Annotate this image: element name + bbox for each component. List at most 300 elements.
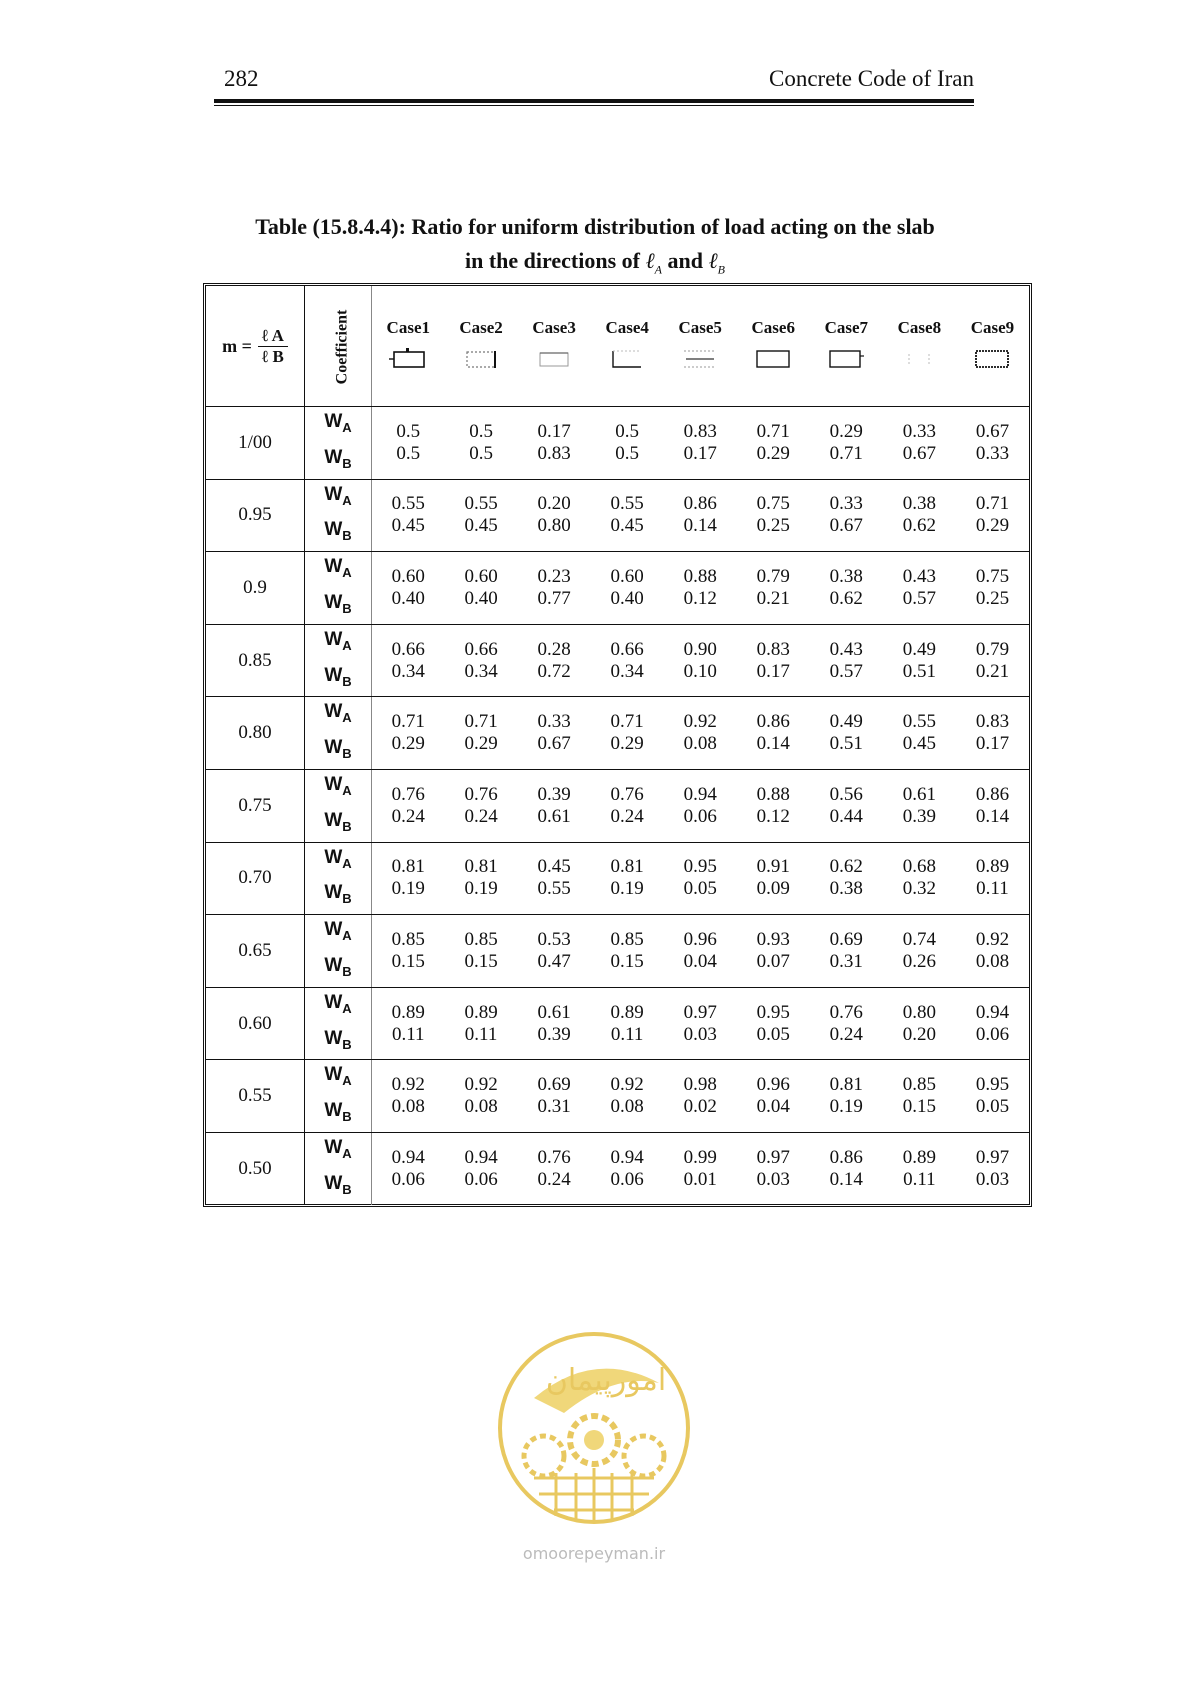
wb-value: 0.08 xyxy=(610,1096,644,1118)
coefficient-cell xyxy=(810,479,883,552)
coefficient-cell xyxy=(737,552,810,625)
wb-value: 0.45 xyxy=(391,515,425,537)
coefficient-cell xyxy=(956,479,1029,552)
wb-value: 0.11 xyxy=(392,1023,425,1045)
coefficient-cell xyxy=(445,697,518,770)
wb-value: 0.21 xyxy=(756,587,790,609)
wa-value: 0.5 xyxy=(469,420,493,442)
case-header-content xyxy=(372,318,445,375)
wb-value: 0.19 xyxy=(610,878,644,900)
wb-value: 0.5 xyxy=(469,442,493,464)
wb-value: 0.17 xyxy=(756,660,790,682)
wb-value: 0.34 xyxy=(464,660,498,682)
coefficient-cell xyxy=(445,1132,518,1204)
wa-value: 0.95 xyxy=(975,1074,1010,1096)
coefficient-cell xyxy=(445,407,518,480)
caption-line-2 xyxy=(160,244,1030,286)
coefficient-table xyxy=(206,286,1029,1205)
wa-symbol xyxy=(305,843,371,879)
wa-value: 0.85 xyxy=(902,1074,936,1096)
wb-value: 0.34 xyxy=(610,660,644,682)
wb-subscript: B xyxy=(342,1181,352,1197)
coefficient-cell xyxy=(591,842,664,915)
wb-subscript: B xyxy=(342,818,352,834)
m-ratio-cell xyxy=(206,552,305,625)
wa-value: 0.80 xyxy=(902,1001,936,1023)
coefficient-cell xyxy=(956,1060,1029,1133)
m-label: m = xyxy=(222,335,252,356)
coefficient-cell xyxy=(956,842,1029,915)
wb-value: 0.02 xyxy=(683,1096,717,1118)
case-header-8 xyxy=(883,286,956,407)
coefficient-cell xyxy=(737,769,810,842)
wb-value: 0.57 xyxy=(902,587,936,609)
wb-value: 0.40 xyxy=(610,587,644,609)
wa-subscript: A xyxy=(342,927,352,943)
wb-letter: W xyxy=(324,446,343,468)
wa-subscript: A xyxy=(342,492,352,508)
coefficient-cell xyxy=(591,1132,664,1204)
wb-subscript: B xyxy=(342,600,352,616)
wa-value: 0.81 xyxy=(464,856,498,878)
wb-value: 0.5 xyxy=(615,442,640,464)
wb-symbol xyxy=(305,733,371,769)
wa-subscript: A xyxy=(342,1073,352,1089)
coefficient-cell xyxy=(883,1060,956,1133)
wb-value: 0.04 xyxy=(756,1096,790,1118)
wa-value: 0.96 xyxy=(683,928,717,950)
wa-value: 0.69 xyxy=(537,1074,571,1096)
wa-value: 0.66 xyxy=(464,638,498,660)
wb-letter: W xyxy=(324,882,343,904)
coefficient-cell xyxy=(591,915,664,988)
wa-value: 0.97 xyxy=(975,1146,1010,1168)
coefficient-cell xyxy=(591,407,664,480)
wb-value: 0.15 xyxy=(464,950,498,972)
m-fraction xyxy=(258,326,288,367)
coefficient-cell xyxy=(956,697,1029,770)
case-label: Case1 xyxy=(386,317,430,337)
wb-value: 0.04 xyxy=(683,950,717,972)
ell-sub-b: B xyxy=(717,262,725,277)
slab-support-icon xyxy=(972,348,1012,375)
case-header-1 xyxy=(372,286,445,407)
header-rule-thin xyxy=(214,105,974,106)
wb-value: 0.67 xyxy=(902,442,936,464)
m-ratio-cell xyxy=(206,479,305,552)
coefficient-cell xyxy=(445,479,518,552)
wa-value: 0.55 xyxy=(464,493,498,515)
wb-value: 0.14 xyxy=(975,805,1010,827)
wb-value: 0.24 xyxy=(829,1023,863,1045)
wb-value: 0.11 xyxy=(464,1023,498,1045)
wb-value: 0.38 xyxy=(829,878,863,900)
coefficient-cell xyxy=(372,842,445,915)
coefficient-cell xyxy=(664,407,737,480)
wa-value: 0.92 xyxy=(391,1074,425,1096)
coefficient-cell xyxy=(956,1132,1029,1204)
wb-value: 0.11 xyxy=(976,878,1009,900)
wb-value: 0.06 xyxy=(391,1168,425,1190)
wa-value: 0.62 xyxy=(829,856,863,878)
coefficient-cell xyxy=(810,842,883,915)
coefficient-cell xyxy=(372,987,445,1060)
wa-value: 0.71 xyxy=(610,711,644,733)
wa-letter: W xyxy=(324,846,343,868)
table-row xyxy=(206,697,1029,770)
wa-symbol xyxy=(305,915,371,951)
m-ratio-cell xyxy=(206,987,305,1060)
table-row xyxy=(206,1132,1029,1204)
table-row xyxy=(206,987,1029,1060)
coefficient-cell xyxy=(956,915,1029,988)
coefficient-cell xyxy=(372,769,445,842)
wb-symbol xyxy=(305,878,371,914)
m-ratio-cell xyxy=(206,1132,305,1204)
wa-value: 0.92 xyxy=(975,928,1010,950)
coefficient-cell xyxy=(591,624,664,697)
m-ratio-value: 0.55 xyxy=(238,1085,272,1107)
wb-value: 0.03 xyxy=(975,1168,1010,1190)
coefficient-cell xyxy=(883,769,956,842)
wb-symbol xyxy=(305,661,371,697)
wa-value: 0.69 xyxy=(829,928,863,950)
wa-symbol xyxy=(305,697,371,733)
wa-subscript: A xyxy=(342,855,352,871)
coefficient-cell xyxy=(737,697,810,770)
wb-value: 0.15 xyxy=(902,1096,936,1118)
wb-value: 0.62 xyxy=(829,587,863,609)
wa-value: 0.60 xyxy=(464,565,498,587)
wb-symbol xyxy=(305,806,371,842)
wa-value: 0.67 xyxy=(975,420,1010,442)
wb-value: 0.10 xyxy=(683,660,717,682)
wb-value: 0.51 xyxy=(829,733,863,755)
wa-value: 0.83 xyxy=(756,638,790,660)
coefficient-cell xyxy=(372,479,445,552)
table-header-row xyxy=(206,286,1029,407)
wb-value: 0.67 xyxy=(537,733,571,755)
m-ratio-cell xyxy=(206,769,305,842)
coefficient-cell xyxy=(810,624,883,697)
wb-value: 0.62 xyxy=(902,515,936,537)
wa-value: 0.60 xyxy=(391,565,425,587)
m-ratio-value: 0.70 xyxy=(238,867,272,889)
wb-value: 0.08 xyxy=(391,1096,425,1118)
coefficient-cell xyxy=(518,769,591,842)
wa-value: 0.61 xyxy=(902,783,936,805)
coefficient-cell xyxy=(737,624,810,697)
coefficient-cell xyxy=(737,407,810,480)
coefficient-cell xyxy=(883,624,956,697)
wb-subscript: B xyxy=(342,963,352,979)
coefficient-cell xyxy=(445,552,518,625)
case-label: Case7 xyxy=(824,317,869,337)
wa-letter: W xyxy=(324,1064,343,1086)
watermark-logo xyxy=(494,1328,694,1584)
wb-value: 0.11 xyxy=(610,1023,644,1045)
wb-subscript: B xyxy=(342,455,352,471)
wa-value: 0.68 xyxy=(902,856,936,878)
wb-value: 0.08 xyxy=(975,950,1010,972)
wa-value: 0.85 xyxy=(391,928,425,950)
wb-value: 0.29 xyxy=(464,733,498,755)
wa-value: 0.75 xyxy=(756,493,790,515)
case-label: Case5 xyxy=(678,317,722,337)
wb-value: 0.39 xyxy=(537,1023,571,1045)
coefficient-symbols xyxy=(305,624,372,697)
wa-symbol xyxy=(305,988,371,1024)
case-header-content xyxy=(883,318,956,375)
table-row xyxy=(206,769,1029,842)
wb-value: 0.5 xyxy=(396,442,421,464)
wb-value: 0.45 xyxy=(464,515,498,537)
wa-value: 0.79 xyxy=(975,638,1010,660)
case-header-content xyxy=(445,318,518,375)
wa-value: 0.86 xyxy=(975,783,1010,805)
wa-value: 0.29 xyxy=(829,420,863,442)
wa-value: 0.86 xyxy=(683,493,717,515)
wb-value: 0.03 xyxy=(683,1023,717,1045)
coefficient-symbols xyxy=(305,987,372,1060)
wa-value: 0.55 xyxy=(391,493,425,515)
coefficient-cell xyxy=(956,552,1029,625)
wb-subscript: B xyxy=(342,1108,352,1124)
wb-value: 0.15 xyxy=(391,950,425,972)
coefficient-cell xyxy=(664,552,737,625)
caption-and: and xyxy=(667,248,703,273)
wa-value: 0.71 xyxy=(756,420,790,442)
case-header-content xyxy=(810,318,883,375)
case-header-content xyxy=(518,318,591,375)
fraction-numerator: ℓ A xyxy=(258,326,288,347)
header-rule xyxy=(214,99,974,103)
svg-text:امورپیمان: امورپیمان xyxy=(545,1363,667,1398)
wa-value: 0.74 xyxy=(902,928,936,950)
coefficient-cell xyxy=(372,552,445,625)
coefficient-cell xyxy=(883,987,956,1060)
coefficient-cell xyxy=(372,407,445,480)
coefficient-cell xyxy=(810,769,883,842)
coefficient-cell xyxy=(737,1060,810,1133)
wa-value: 0.94 xyxy=(391,1146,425,1168)
wa-value: 0.71 xyxy=(975,493,1010,515)
wb-value: 0.40 xyxy=(391,587,425,609)
wb-value: 0.29 xyxy=(756,442,790,464)
table-row xyxy=(206,842,1029,915)
coefficient-cell xyxy=(737,842,810,915)
wb-value: 0.17 xyxy=(975,733,1010,755)
coefficient-cell xyxy=(810,697,883,770)
wa-value: 0.61 xyxy=(537,1001,571,1023)
wb-value: 0.29 xyxy=(975,515,1010,537)
wb-value: 0.57 xyxy=(829,660,863,682)
wb-value: 0.07 xyxy=(756,950,790,972)
wb-value: 0.72 xyxy=(537,660,571,682)
m-ratio-cell xyxy=(206,407,305,480)
case-label: Case3 xyxy=(532,317,576,337)
coefficient-cell xyxy=(664,915,737,988)
coefficient-cell xyxy=(518,915,591,988)
wb-letter: W xyxy=(324,954,343,976)
wb-value: 0.05 xyxy=(756,1023,790,1045)
case-header-content xyxy=(737,318,810,375)
wb-value: 0.77 xyxy=(537,587,571,609)
coefficient-cell xyxy=(956,624,1029,697)
case-header-6 xyxy=(737,286,810,407)
slab-support-icon xyxy=(680,348,720,375)
wa-value: 0.99 xyxy=(683,1146,717,1168)
wb-value: 0.24 xyxy=(391,805,425,827)
wa-value: 0.91 xyxy=(756,856,790,878)
wa-subscript: A xyxy=(342,710,352,726)
wa-value: 0.55 xyxy=(902,711,936,733)
wb-value: 0.12 xyxy=(683,587,717,609)
case-label: Case8 xyxy=(897,317,942,337)
table-row xyxy=(206,479,1029,552)
wa-value: 0.89 xyxy=(902,1146,936,1168)
case-header-content xyxy=(956,318,1029,375)
wa-value: 0.49 xyxy=(902,638,936,660)
coefficient-cell xyxy=(883,915,956,988)
wa-symbol xyxy=(305,1133,371,1169)
m-ratio-cell xyxy=(206,915,305,988)
coefficient-cell xyxy=(664,842,737,915)
wa-value: 0.89 xyxy=(464,1001,498,1023)
wa-value: 0.92 xyxy=(683,711,717,733)
coefficient-cell xyxy=(737,987,810,1060)
table-caption xyxy=(160,210,1030,286)
wb-value: 0.55 xyxy=(537,878,571,900)
wa-subscript: A xyxy=(342,782,352,798)
coefficient-cell xyxy=(518,987,591,1060)
table-row xyxy=(206,552,1029,625)
wb-value: 0.14 xyxy=(683,515,717,537)
wb-value: 0.47 xyxy=(537,950,571,972)
wb-symbol xyxy=(305,1169,371,1205)
wa-value: 0.76 xyxy=(829,1001,863,1023)
coefficient-cell xyxy=(372,624,445,697)
coefficient-cell xyxy=(518,479,591,552)
coefficient-cell xyxy=(810,552,883,625)
wa-subscript: A xyxy=(342,419,352,435)
coefficient-cell xyxy=(445,987,518,1060)
coefficient-cell xyxy=(664,987,737,1060)
wb-value: 0.45 xyxy=(610,515,644,537)
ell-symbol-a: ℓ xyxy=(645,248,655,273)
wb-symbol xyxy=(305,443,371,479)
coefficient-table-frame xyxy=(203,283,1032,1207)
wa-value: 0.33 xyxy=(902,420,936,442)
wa-value: 0.90 xyxy=(683,638,717,660)
case-header-content xyxy=(664,318,737,375)
coefficient-cell xyxy=(518,1060,591,1133)
wa-letter: W xyxy=(324,773,343,795)
wb-value: 0.25 xyxy=(756,515,790,537)
wa-value: 0.92 xyxy=(464,1074,498,1096)
caption-prefix: in the directions of xyxy=(465,248,640,273)
coefficient-cell xyxy=(664,624,737,697)
wa-letter: W xyxy=(324,1136,343,1158)
wa-value: 0.85 xyxy=(464,928,498,950)
wb-letter: W xyxy=(324,1027,343,1049)
wb-value: 0.11 xyxy=(903,1168,936,1190)
wa-value: 0.98 xyxy=(683,1074,717,1096)
wa-subscript: A xyxy=(342,1000,352,1016)
wa-letter: W xyxy=(324,483,343,505)
coefficient-cell xyxy=(372,1060,445,1133)
wb-letter: W xyxy=(324,664,343,686)
wa-value: 0.88 xyxy=(683,565,717,587)
wa-value: 0.94 xyxy=(610,1146,644,1168)
wa-symbol xyxy=(305,1060,371,1096)
coefficient-cell xyxy=(737,479,810,552)
coefficient-cell xyxy=(445,915,518,988)
slab-support-icon xyxy=(607,348,647,375)
coefficient-cell xyxy=(883,552,956,625)
wa-value: 0.71 xyxy=(464,711,498,733)
wa-value: 0.89 xyxy=(975,856,1010,878)
wa-symbol xyxy=(305,770,371,806)
coefficient-cell xyxy=(737,1132,810,1204)
wb-value: 0.15 xyxy=(610,950,644,972)
coefficient-cell xyxy=(518,552,591,625)
wa-value: 0.75 xyxy=(975,565,1010,587)
coefficient-symbols xyxy=(305,407,372,480)
wa-value: 0.43 xyxy=(829,638,863,660)
coefficient-cell xyxy=(810,987,883,1060)
ell-sub-a: A xyxy=(654,262,662,277)
coefficient-cell xyxy=(810,407,883,480)
wa-value: 0.95 xyxy=(756,1001,790,1023)
m-ratio-cell xyxy=(206,697,305,770)
coefficient-cell xyxy=(956,987,1029,1060)
wa-letter: W xyxy=(324,701,343,723)
coefficient-cell xyxy=(883,1132,956,1204)
wa-value: 0.76 xyxy=(537,1146,571,1168)
wb-value: 0.39 xyxy=(902,805,936,827)
slab-support-icon xyxy=(826,348,866,375)
wa-value: 0.88 xyxy=(756,783,790,805)
case-header-content xyxy=(591,318,664,375)
wa-value: 0.66 xyxy=(391,638,425,660)
coefficient-label: Coefficient xyxy=(333,309,351,385)
wa-subscript: A xyxy=(342,637,352,653)
m-ratio-cell xyxy=(206,624,305,697)
wa-value: 0.33 xyxy=(537,711,571,733)
wa-symbol xyxy=(305,407,371,443)
wa-value: 0.76 xyxy=(391,783,425,805)
wa-value: 0.93 xyxy=(756,928,790,950)
wa-value: 0.81 xyxy=(391,856,425,878)
wb-value: 0.45 xyxy=(902,733,936,755)
wb-value: 0.06 xyxy=(610,1168,644,1190)
wb-value: 0.51 xyxy=(902,660,936,682)
wb-value: 0.14 xyxy=(756,733,790,755)
fraction-denominator: ℓ B xyxy=(261,346,284,366)
wa-value: 0.81 xyxy=(829,1074,863,1096)
wa-value: 0.55 xyxy=(610,493,644,515)
wa-letter: W xyxy=(324,411,343,432)
wb-value: 0.40 xyxy=(464,587,498,609)
wa-value: 0.33 xyxy=(829,493,863,515)
wa-value: 0.23 xyxy=(537,565,571,587)
wb-letter: W xyxy=(324,809,343,831)
coefficient-cell xyxy=(372,1132,445,1204)
wa-value: 0.53 xyxy=(537,928,571,950)
wb-value: 0.08 xyxy=(683,733,717,755)
wa-value: 0.86 xyxy=(756,711,790,733)
